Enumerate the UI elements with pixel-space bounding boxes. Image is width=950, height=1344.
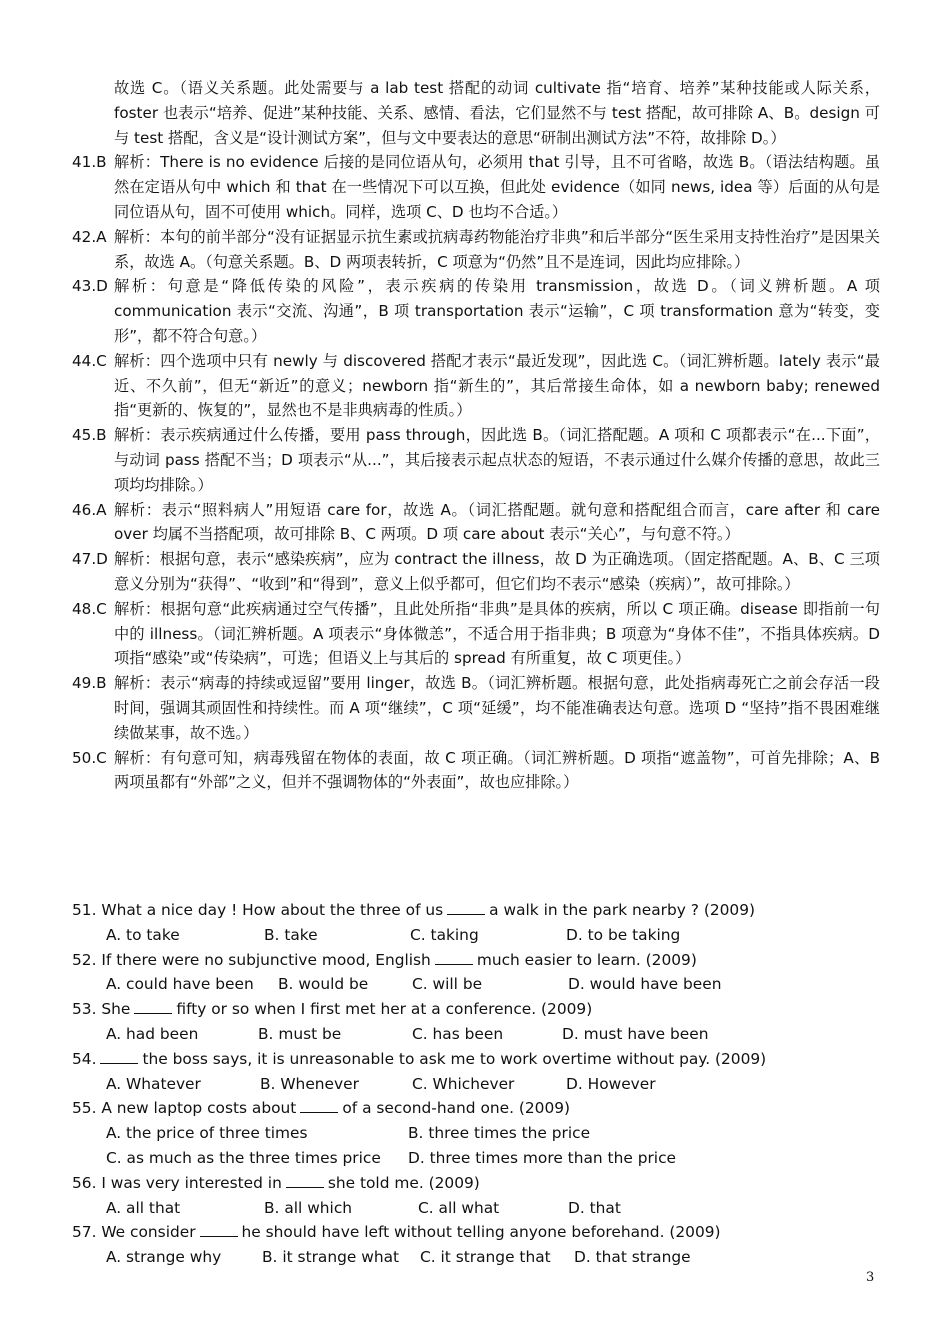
option-c: C. as much as the three times price (106, 1148, 381, 1167)
option-d: D. three times more than the price (408, 1148, 677, 1167)
option-d: D. However (566, 1074, 656, 1093)
question-stem (72, 997, 880, 1022)
explanation-item (72, 423, 880, 497)
question-stem (72, 1220, 880, 1245)
question-options (72, 1121, 880, 1146)
question-text: the boss says, it is unreasonable to ask me to work overtime without pay. (2009) (142, 1049, 767, 1068)
option-b: B. must be (258, 1024, 342, 1043)
question-text: 56. I was very interested in (72, 1173, 282, 1192)
option-b: B. take (264, 925, 318, 944)
option-d: D. that strange (574, 1248, 691, 1267)
question-options (72, 1196, 880, 1221)
option-a: A. could have been (106, 975, 254, 994)
option-c: C. has been (412, 1024, 504, 1043)
option-d: D. would have been (568, 975, 722, 994)
option-a: A. the price of three times (106, 1124, 308, 1143)
option-a: A. had been (106, 1024, 199, 1043)
page-number: 3 (866, 1270, 875, 1285)
answer-key: 48.C (72, 599, 107, 618)
question-text: she told me. (2009) (327, 1173, 480, 1192)
question-options (72, 972, 880, 997)
explanation-item (72, 547, 880, 597)
explanation-text: 解析：表示疾病通过什么传播，要用 pass through，因此选 B。（词汇搭配题。A 项和 C 项都表示“在...下面”，与动词 pass 搭配不当；D 项表示“从...”，其后接表示起点状态的短语，不表示通过什么媒介传播的意思，故此三项均均排除。） (114, 426, 880, 494)
answer-key: 50.C (72, 748, 107, 767)
option-d: D. to be taking (566, 925, 681, 944)
question-stem (72, 1171, 880, 1196)
question-options (72, 1022, 880, 1047)
question-text: fifty or so when I first met her at a conference. (2009) (176, 1000, 593, 1019)
question-options (72, 923, 880, 948)
option-b: B. all which (264, 1198, 353, 1217)
answer-blank (100, 1049, 138, 1064)
explanation-text: 解析：句意是“降低传染的风险”，表示疾病的传染用 transmission，故选 D。（词义辨析题。A 项 communication 表示“交流、沟通”，B 项 transportation 表示“运输”，C 项 transformation 意为“转变，变形”，都不符合句意。） (114, 277, 880, 345)
explanation-continuation: 故选 C。（语义关系题。此处需要与 a lab test 搭配的动词 cultivate 指“培育、培养”某种技能或人际关系，foster 也表示“培养、促进”某种技能、关系、感情、看法，它们显然不与 test 搭配，故可排除 A、B。design 可与 test 搭配，含义是“设计测试方案”，但与文中要表达的意思“研制出测试方法”不符，故排除 D。） (114, 79, 880, 147)
option-b: B. three times the price (408, 1124, 591, 1143)
option-d: D. must have been (562, 1024, 709, 1043)
explanation-item (72, 225, 880, 275)
question-list (72, 898, 880, 1270)
option-c: C. will be (412, 975, 483, 994)
explanation-item (72, 597, 880, 671)
answer-blank (435, 950, 473, 965)
option-a: A. all that (106, 1198, 181, 1217)
question-text: 51. What a nice day ! How about the three of us (72, 901, 444, 919)
explanation-item (72, 746, 880, 796)
answer-key: 42.A (72, 227, 107, 246)
option-b: B. Whenever (260, 1074, 359, 1093)
question-text: a walk in the park nearby ? (2009) (489, 901, 755, 919)
question-stem (72, 1047, 880, 1072)
option-a: A. strange why (106, 1248, 222, 1267)
answer-explanations (72, 76, 880, 795)
answer-key: 44.C (72, 351, 107, 370)
question-text: of a second-hand one. (2009) (342, 1099, 571, 1118)
answer-key: 47.D (72, 550, 108, 569)
answer-blank (300, 1098, 338, 1113)
answer-key: 49.B (72, 674, 107, 693)
explanation-text: 解析：There is no evidence 后接的是同位语从句，必须用 that 引导，且不可省略，故选 B。（语法结构题。虽然在定语从句中 which 和 that 在一些情况下可以互换，但此处 evidence（如同 news, idea 等）后面的从句是同位语从句，固不可使用 which。同样，选项 C、D 也均不合适。） (114, 153, 880, 221)
answer-blank (447, 900, 485, 915)
answer-key: 41.B (72, 153, 107, 172)
answer-key: 43.D (72, 277, 108, 296)
option-b: B. would be (278, 975, 369, 994)
explanation-item (72, 274, 880, 348)
explanation-text: 解析：本句的前半部分“没有证据显示抗生素或抗病毒药物能治疗非典”和后半部分“医生采用支持性治疗”是因果关系，故选 A。（句意关系题。B、D 两项表转折，C 项意为“仍然”且不是连词，因此均应排除。） (114, 227, 880, 271)
explanation-item (72, 498, 880, 548)
question-stem (72, 1096, 880, 1121)
answer-blank (286, 1173, 324, 1188)
explanation-item (72, 349, 880, 423)
question-text: 57. We consider (72, 1223, 196, 1242)
explanation-text: 解析：有句意可知，病毒残留在物体的表面，故 C 项正确。（词汇辨析题。D 项指“遮盖物”，可首先排除；A、B 两项虽都有“外部”之义，但并不强调物体的“外表面”，故也应排除。） (114, 748, 880, 792)
question-text: 53. She (72, 1000, 131, 1019)
option-c: C. all what (418, 1198, 500, 1217)
question-text: 54. (72, 1049, 97, 1068)
explanation-text: 解析：四个选项中只有 newly 与 discovered 搭配才表示“最近发现”，因此选 C。（词汇辨析题。lately 表示“最近、不久前”，但无“新近”的意义；newborn 指“新生的”，其后常接生命体，如 a newborn baby; renewed 指“更新的、恢复的”，显然也不是非典病毒的性质。） (114, 351, 880, 420)
question-text: much easier to learn. (2009) (476, 950, 697, 969)
question-options (72, 1072, 880, 1097)
explanation-text: 解析：表示“病毒的持续或逗留”要用 linger，故选 B。（词汇辨析题。根据句意，此处指病毒死亡之前会存活一段时间，强调其顽固性和持续性。而 A 项“继续”，C 项“延缓”，均不能准确表达句意。选项 D “坚持”指不畏困难继续做某事，故不选。） (114, 674, 880, 742)
answer-blank (200, 1222, 238, 1237)
explanation-item (72, 150, 880, 224)
answer-key: 45.B (72, 426, 107, 445)
explanation-text: 解析：根据句意“此疾病通过空气传播”，且此处所指“非典”是具体的疾病，所以 C 项正确。disease 即指前一句中的 illness。（词汇辨析题。A 项表示“身体微恙”，不适合用于指非典；B 项意为“身体不佳”，不指具体疾病。D 项指“感染”或“传染病”，可选；但语义上与其后的 spread 有所重复，故 C 项更佳。） (114, 599, 880, 668)
explanation-text: 解析：根据句意，表示“感染疾病”，应为 contract the illness，故 D 为正确选项。（固定搭配题。A、B、C 三项意义分别为“获得”、“收到”和“得到”，意义上似乎都可，但它们均不表示“感染（疾病）”，故可排除。） (114, 550, 880, 593)
question-options (72, 1245, 880, 1270)
explanation-text: 解析：表示“照料病人”用短语 care for，故选 A。（词汇搭配题。就句意和搭配组合而言，care after 和 care over 均属不当搭配项，故可排除 B、C 两项。D 项 care about 表示“关心”，与句意不符。） (114, 500, 880, 544)
answer-key: 46.A (72, 500, 107, 519)
question-stem (72, 948, 880, 973)
explanation-item (72, 671, 880, 745)
option-c: C. it strange that (420, 1248, 551, 1267)
option-a: A. to take (106, 925, 180, 944)
option-b: B. it strange what (262, 1248, 400, 1267)
question-text: 55. A new laptop costs about (72, 1099, 297, 1118)
question-text: 52. If there were no subjunctive mood, English (72, 950, 431, 969)
option-a: A. Whatever (106, 1074, 201, 1093)
question-text: he should have left without telling anyone beforehand. (2009) (241, 1223, 721, 1242)
answer-blank (134, 999, 172, 1014)
question-options (72, 1146, 880, 1171)
option-c: C. Whichever (412, 1074, 515, 1093)
option-d: D. that (568, 1198, 621, 1217)
option-c: C. taking (410, 925, 479, 944)
question-stem (72, 898, 880, 923)
